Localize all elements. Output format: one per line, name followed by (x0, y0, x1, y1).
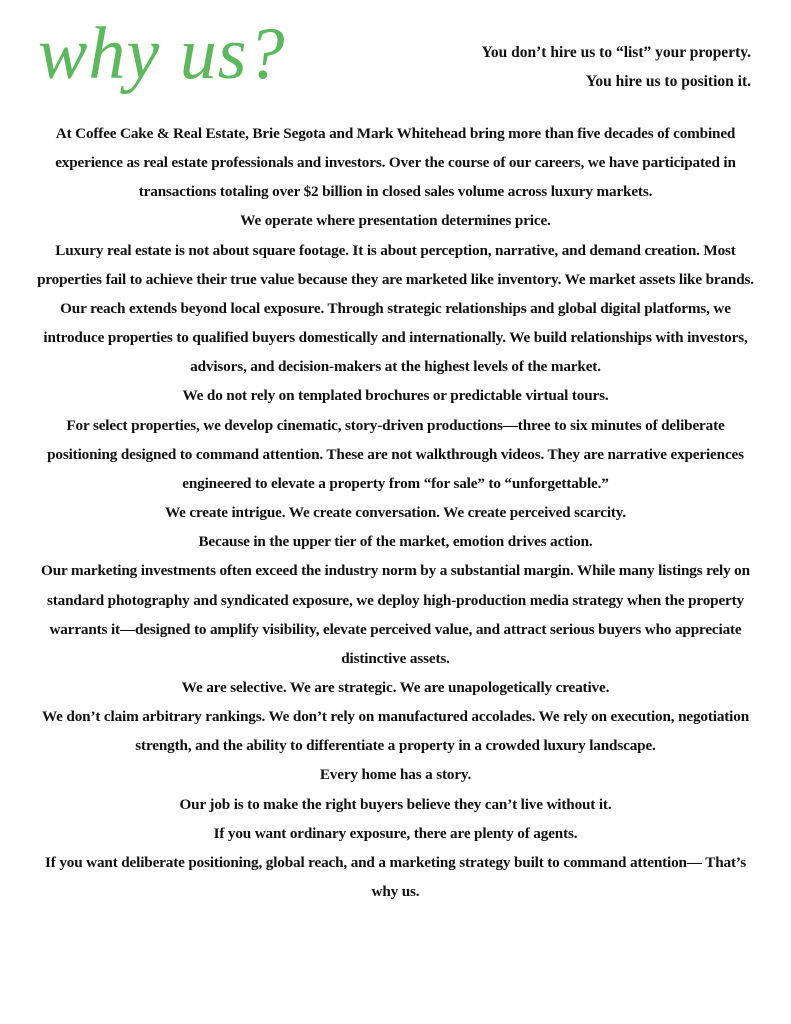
paragraph-investment: Our marketing investments often exceed the industry norm by a substantial margin. While many listings rely on standard photography and syndicated exposure, we deploy high-production media strategy when the property warrants it—designed to amplify visibility, elevate perceived value, and attract serious buyers who appreciate distinctive assets. (41, 562, 750, 667)
paragraph-experience: At Coffee Cake & Real Estate, Brie Segota and Mark Whitehead bring more than five decades of combined experience as real estate professionals and investors. Over the course of our careers, we have participated in transactions totaling over $2 billion in closed sales volume across luxury markets. (55, 125, 736, 201)
paragraph-intrigue: We create intrigue. We create conversation. We create perceived scarcity. (164, 504, 627, 522)
paragraph-story: Every home has a story. (319, 766, 472, 784)
paragraph-ordinary: If you want ordinary exposure, there are plenty of agents. (213, 824, 578, 842)
paragraph-emotion: Because in the upper tier of the market, emotion drives action. (198, 533, 593, 551)
body-copy (34, 119, 757, 906)
paragraph-reach: Our reach extends beyond local exposure. Through strategic relationships and global digital platforms, we introduce properties to qualified buyers domestically and internationally. We build relationships with investors, advisors, and decision-makers at the highest levels of the market. (43, 299, 748, 376)
paragraph-closing: If you want deliberate positioning, global reach, and a marketing strategy built to command attention— That’s why us. (45, 853, 746, 901)
paragraph-cinematic: For select properties, we develop cinematic, story-driven productions—three to six minutes of deliberate positioning designed to command attention. These are not walkthrough videos. They are narrative experiences engineered to elevate a property from “for sale” to “unforgettable.” (47, 416, 744, 492)
paragraph-no-templates: We do not rely on templated brochures or predictable virtual tours. (182, 387, 609, 405)
paragraph-presentation: We operate where presentation determines price. (240, 212, 551, 230)
tagline (481, 38, 751, 96)
tagline-line: You hire us to position it. (585, 73, 751, 90)
paragraph-selective: We are selective. We are strategic. We are unapologetically creative. (181, 678, 610, 696)
paragraph-job: Our job is to make the right buyers believe they can’t live without it. (179, 795, 612, 813)
paragraph-luxury: Luxury real estate is not about square footage. It is about perception, narrative, and demand creation. Most properties fail to achieve their true value because they are marketed like inventory. We market assets like brands. (37, 241, 754, 288)
tagline-line: You don’t hire us to “list” your property. (481, 44, 751, 61)
paragraph-execution: We don’t claim arbitrary rankings. We don’t rely on manufactured accolades. We rely on execution, negotiation strength, and the ability to differentiate a property in a crowded luxury landscape. (41, 708, 749, 755)
page-title: why us? (38, 13, 286, 95)
